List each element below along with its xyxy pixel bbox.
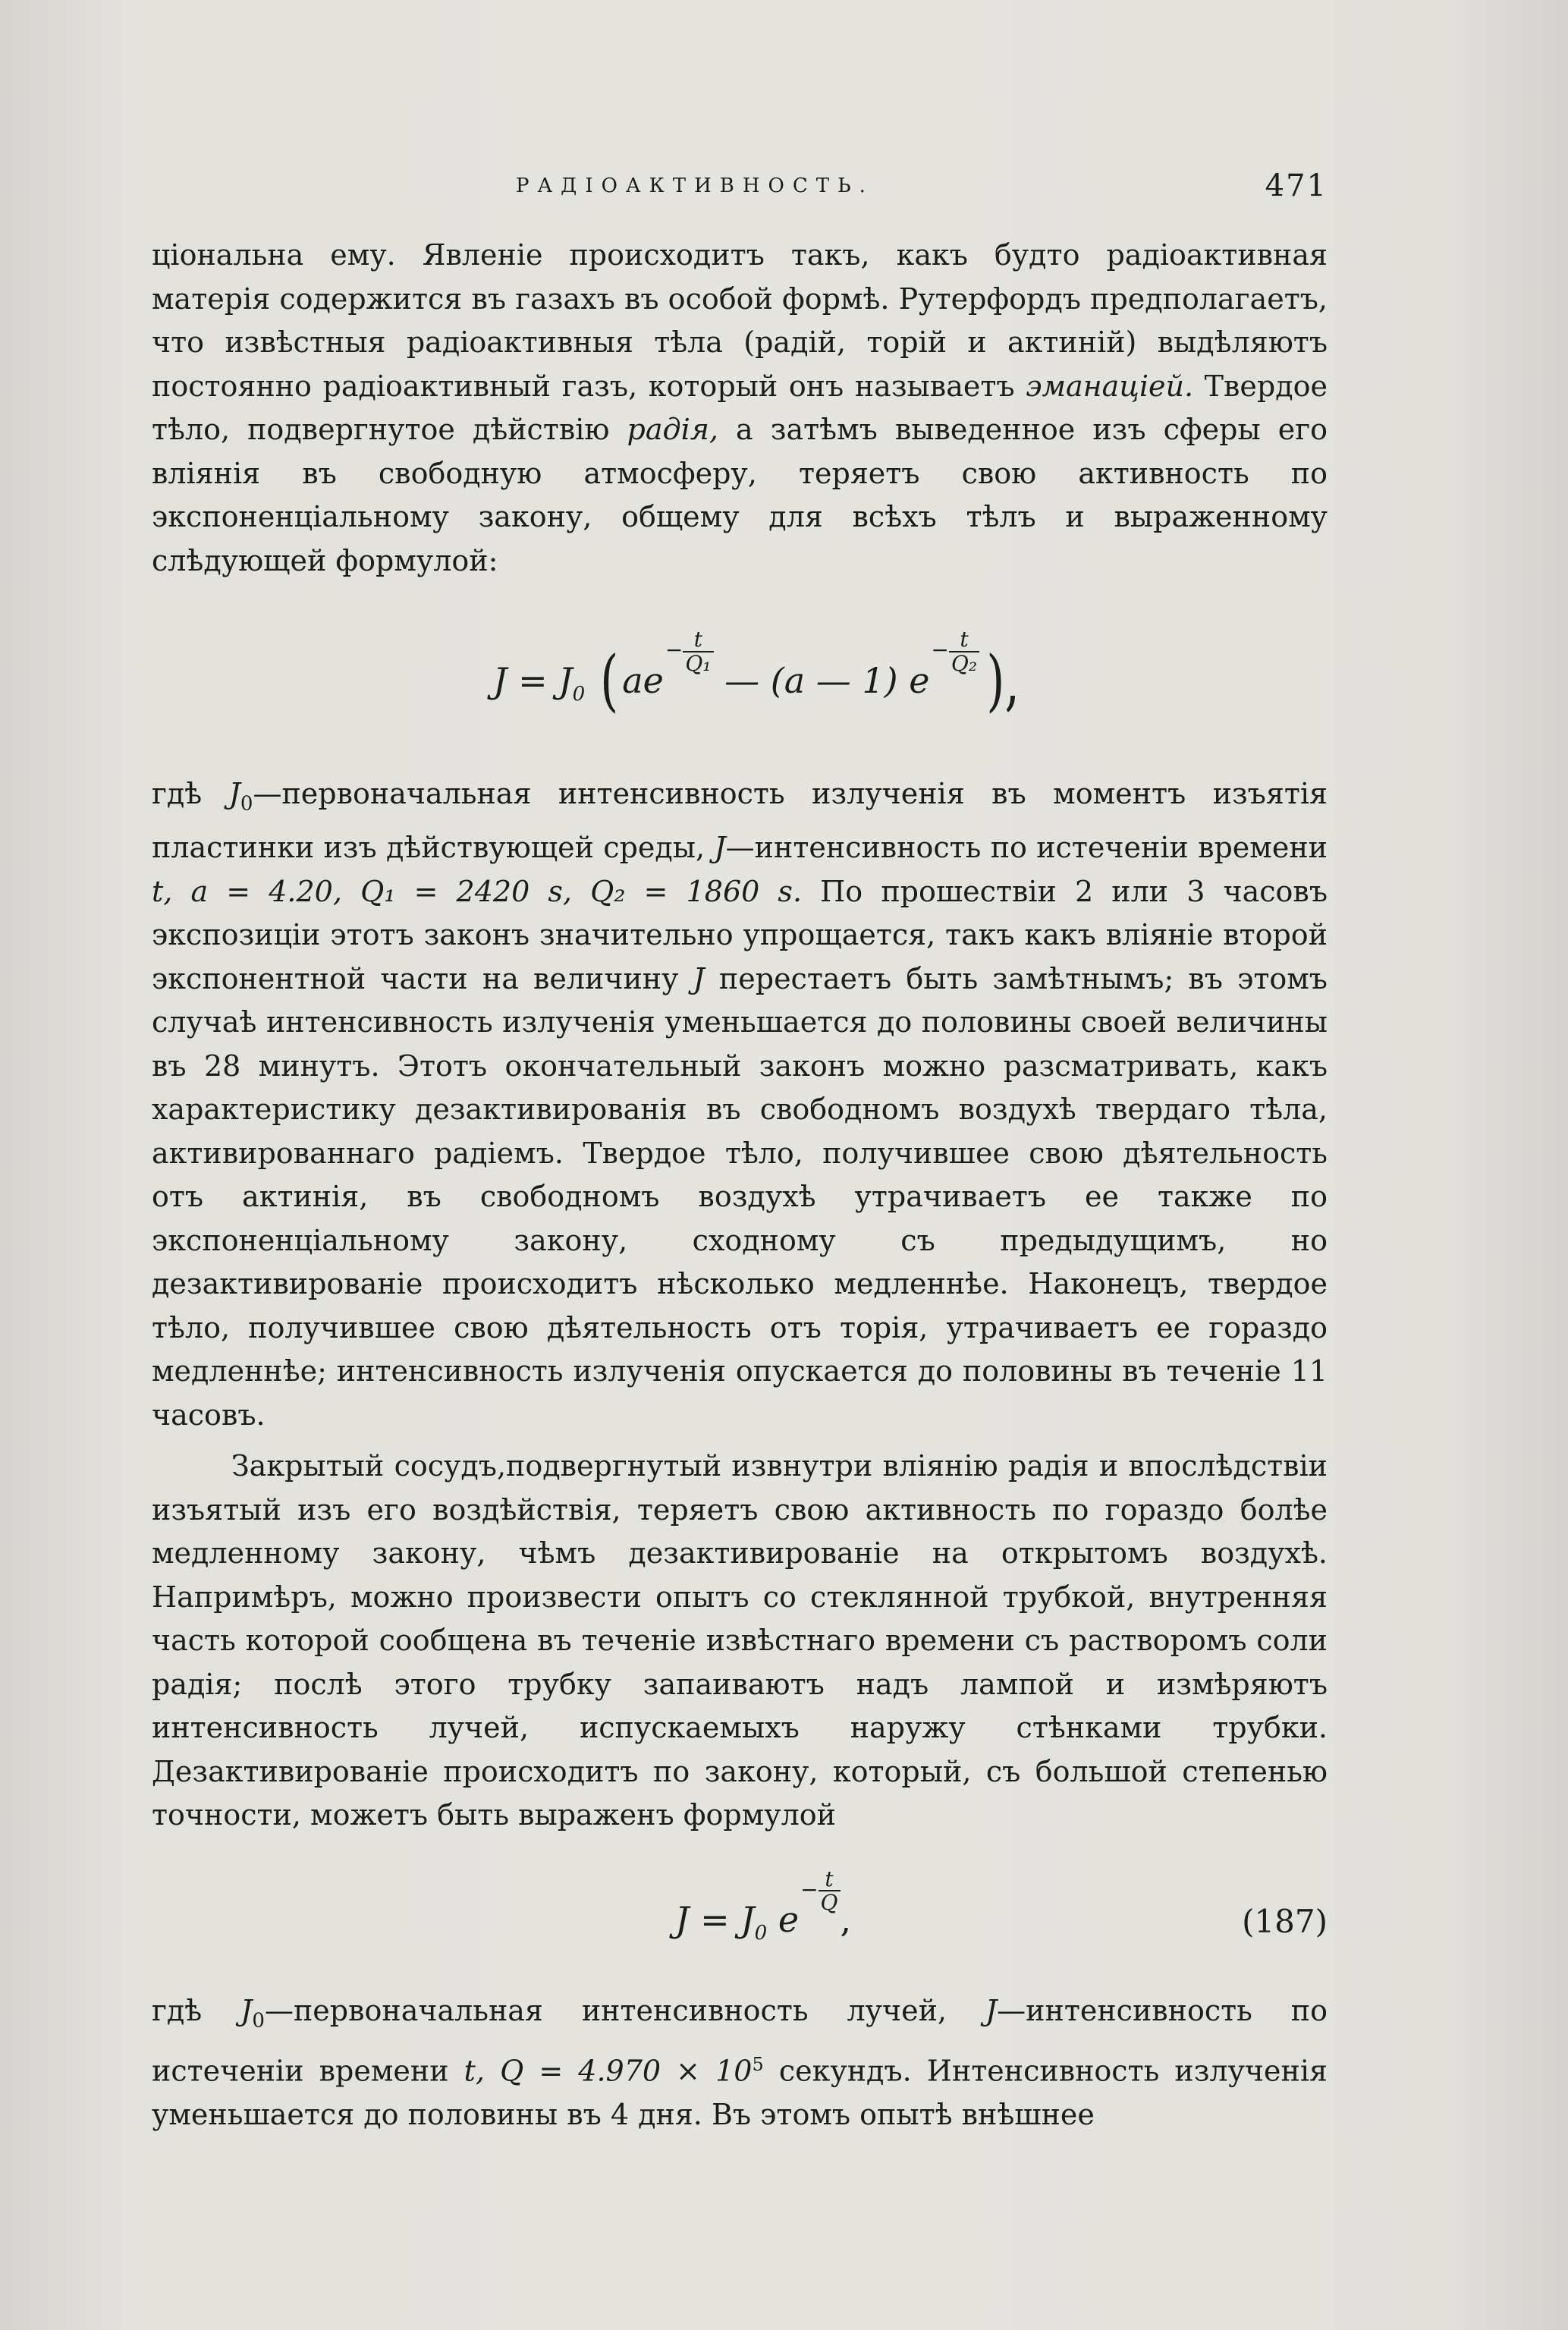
- paragraph-4: [152, 1989, 1328, 2137]
- formula-2-lhs: J = J: [675, 1898, 755, 1940]
- formula-1-lhs: J = J: [493, 660, 573, 701]
- formula-1-lhs-sub: 0: [572, 683, 586, 706]
- math-q-eq: Q = 4.970 × 10: [500, 2054, 753, 2088]
- formula-1-exponent-2: [931, 628, 979, 674]
- math-a-eq: a = 4.20,: [190, 874, 342, 908]
- formula-2: [675, 1866, 852, 1956]
- paragraph-1: [152, 234, 1328, 583]
- formula-1-block: [152, 598, 1328, 772]
- math-t: t,: [152, 874, 173, 908]
- formula-1-close-paren: ),: [986, 641, 1020, 719]
- running-title: РАДІОАКТИВНОСТЬ.: [516, 175, 874, 197]
- formula-2-number: (187): [1242, 1902, 1328, 1940]
- formula-2-block: [152, 1845, 1328, 1989]
- paragraph-2-text-b: —первоначальная интенсивность излученія въ моментъ изъятія пластинки изъ дѣйствующей среды,: [152, 777, 1328, 865]
- paragraph-2-text-e: перестаетъ быть замѣтнымъ; въ этомъ случаѣ интенсивность излученія уменьшается до половины своей величины въ 28 минутъ. Этотъ окончательный законъ можно разсматривать, какъ характеристику дезактивированія въ свободномъ воздухѣ твердаго тѣла, активированнаго радіемъ. Твердое тѣло, получившее свою дѣятельность отъ актинія, въ свободномъ воздухѣ утрачиваетъ ее также по экспоненціальному закону, сходному съ предыдущимъ, но дезактивированіе происходитъ нѣсколько медленнѣе. Наконецъ, твердое тѣло, получившее свою дѣятельность отъ торія, утрачиваетъ ее гораздо медленнѣе; интенсивность излученія опускается до половины въ теченіе 11 часовъ.: [152, 961, 1328, 1432]
- paragraph-2-text-a: гдѣ: [152, 777, 229, 810]
- formula-2-base: e: [778, 1898, 800, 1940]
- formula-2-exp-den: Q: [820, 1890, 838, 1916]
- math-J-2: J: [693, 961, 705, 995]
- math-t-2: t,: [463, 2054, 485, 2088]
- formula-1-term1: ae: [622, 660, 664, 701]
- body-text: [152, 234, 1328, 2137]
- math-q-exp: 5: [752, 2053, 764, 2075]
- math-q1-eq: Q₁ = 2420 s,: [360, 874, 572, 908]
- page-header: [152, 168, 1328, 214]
- paragraph-3: Закрытый сосудъ,подвергнутый извнутри вліянію радія и впослѣдствіи изъятый изъ его воздѣйствія, теряетъ свою активность по гораздо болѣе медленному закону, чѣмъ дезактивированіе на открытомъ воздухѣ. Напримѣръ, можно произвести опытъ со стеклянной трубкой, внутренняя часть которой сообщена въ теченіе извѣстнаго времени съ растворомъ соли радія; послѣ этого трубку запаиваютъ надъ лампой и измѣряютъ интенсивность лучей, испускаемыхъ наружу стѣнками трубки. Дезактивированіе происходитъ по закону, который, съ большой степенью точности, можетъ быть выраженъ формулой: [152, 1449, 1328, 1832]
- paragraph-2: [152, 772, 1328, 1437]
- formula-1: [493, 627, 1026, 719]
- math-J0-b: J: [240, 1993, 253, 2027]
- emphasis-emanation: эманаціей.: [1026, 369, 1194, 403]
- paragraph-4-text-d: секундъ. Интенсивность излученія уменьшается до половины въ 4 дня. Въ этомъ опытѣ внѣшнее: [152, 2054, 1328, 2131]
- paragraph-4-text-b: —первоначальная интенсивность лучей,: [264, 1993, 985, 2027]
- formula-1-exp2-num: t: [949, 628, 979, 652]
- formula-1-exp1-minus: −: [665, 637, 683, 662]
- math-J0-b-sub: 0: [252, 2009, 265, 2033]
- paragraph-1-text-b: Твердое тѣло, подвергнутое дѣйствію: [152, 369, 1328, 446]
- formula-1-exp2-den: Q₂: [951, 650, 978, 676]
- formula-1-exp1-den: Q₁: [685, 650, 712, 676]
- math-J0: J: [228, 777, 240, 810]
- emphasis-radium: радія,: [627, 413, 719, 446]
- formula-1-open-paren: (: [599, 641, 619, 719]
- math-q2-eq: Q₂ = 1860 s.: [590, 874, 803, 908]
- formula-2-exp-num: t: [819, 1868, 841, 1891]
- formula-1-exp2-minus: −: [931, 637, 949, 662]
- paragraph-2-text-d: По прошествіи 2 или 3 часовъ экспозиціи этотъ законъ значительно упрощается, такъ какъ вліяніе второй экспонентной части на величину: [152, 874, 1328, 995]
- math-J0-sub: 0: [240, 792, 253, 816]
- formula-2-lhs-sub: 0: [754, 1921, 768, 1945]
- math-J: J: [714, 831, 726, 865]
- math-J-3: J: [985, 1993, 998, 2027]
- formula-2-exponent: [800, 1868, 840, 1914]
- formula-1-exp1-num: t: [683, 628, 713, 652]
- page-number: 471: [1265, 168, 1328, 203]
- formula-1-middle: — (a — 1) e: [713, 660, 930, 701]
- paragraph-2-text-c: —интенсивность по истеченіи времени: [725, 831, 1328, 865]
- formula-2-exp-minus: −: [800, 1876, 819, 1902]
- paragraph-1-text-c: а затѣмъ выведенное изъ сферы его вліянія въ свободную атмосферу, теряетъ свою активность по экспоненціальному закону, общему для всѣхъ тѣлъ и выраженному слѣдующей формулой:: [152, 413, 1328, 577]
- paragraph-1-text: ціональна ему. Явленіе происходитъ такъ, какъ будто радіоактивная матерія содержится въ газахъ въ особой формѣ. Рутерфордъ предполагаетъ, что извѣстныя радіоактивныя тѣла (радій, торій и актиній) выдѣляютъ постоянно радіоактивный газъ, который онъ называетъ: [152, 238, 1328, 403]
- paragraph-4-text-a: гдѣ: [152, 1993, 241, 2027]
- formula-1-exponent-1: [665, 628, 714, 674]
- formula-2-tail: ,: [840, 1898, 852, 1940]
- paragraph-4-text-c: —интенсивность по истеченіи времени: [152, 1993, 1328, 2088]
